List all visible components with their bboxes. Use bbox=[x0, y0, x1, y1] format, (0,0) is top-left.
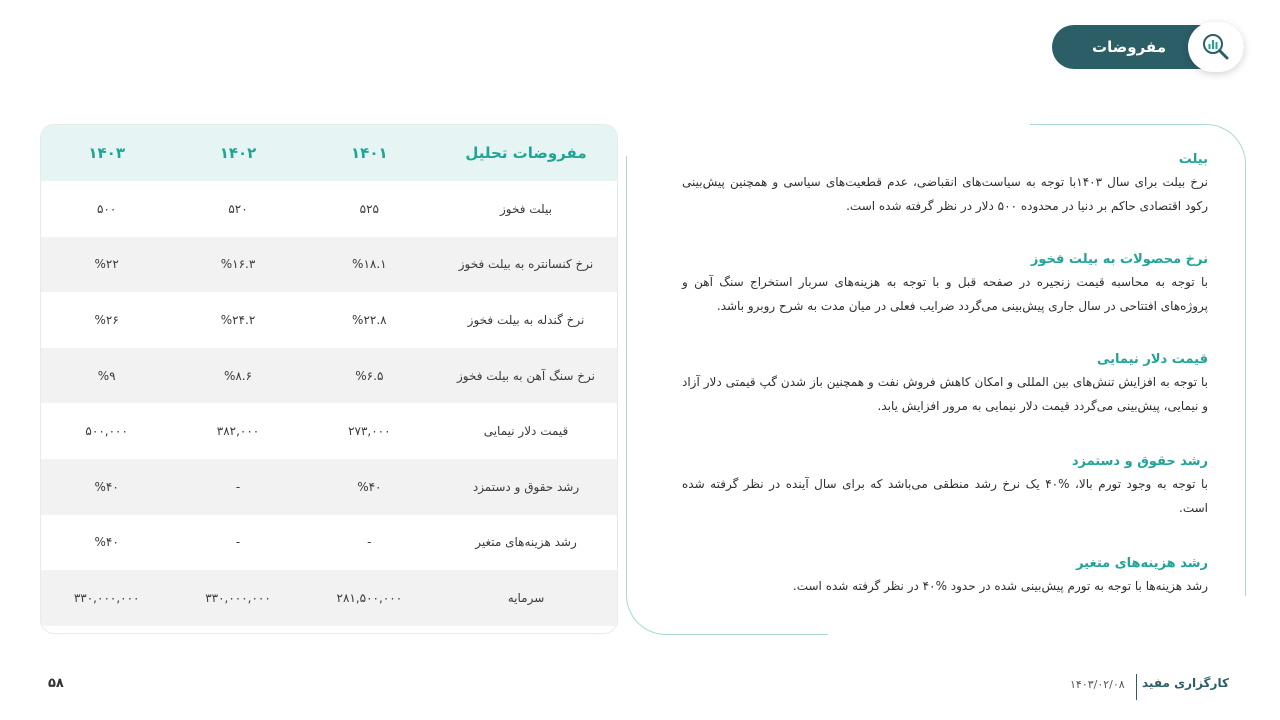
section-billet bbox=[682, 150, 1208, 218]
table-cell: %۲۶ bbox=[94, 312, 119, 327]
footer-date: ۱۴۰۳/۰۲/۰۸ bbox=[1070, 678, 1125, 691]
frame-top-right bbox=[1206, 124, 1246, 596]
table-row bbox=[41, 570, 617, 626]
table-header-cell: مفروضات تحلیل bbox=[465, 144, 587, 162]
table-row bbox=[41, 292, 617, 348]
section-title: نرخ محصولات به بیلت فخوز bbox=[1030, 252, 1208, 267]
table-cell: %۴۰ bbox=[94, 479, 119, 494]
table-cell: نرخ گندله به بیلت فخوز bbox=[467, 312, 585, 327]
table-cell: نرخ کنسانتره به بیلت فخوز bbox=[458, 257, 594, 272]
table-cell: ۵۲۵ bbox=[359, 201, 379, 216]
table-row bbox=[41, 403, 617, 459]
assumptions-table-card bbox=[40, 124, 618, 634]
frame-top-line bbox=[1030, 124, 1208, 125]
table-cell: %۱۶.۳ bbox=[220, 257, 256, 272]
section-variable-costs bbox=[682, 554, 1208, 598]
table-cell: - bbox=[367, 535, 372, 550]
footer-brand: کارگزاری مفید bbox=[1142, 676, 1229, 690]
table-cell: ۵۰۰ bbox=[97, 201, 117, 216]
section-body: با توجه به محاسبه قیمت زنجیره در صفحه قبل و با توجه به هزینه‌های سربار استخراج سنگ آهن و پروژه‌های افتتاحی در سال جاری پیش‌بینی می‌گردد ضرایب فعلی در میان مدت به شرح روبرو باشد. bbox=[682, 275, 1208, 313]
table-cell: %۲۲ bbox=[94, 257, 119, 272]
section-product-ratios bbox=[682, 250, 1208, 318]
header-icon-badge bbox=[1188, 22, 1244, 72]
table-cell: رشد حقوق و دستمزد bbox=[472, 479, 580, 494]
section-body: با توجه به افزایش تنش‌های بین المللی و امکان کاهش فروش نفت و همچنین باز شدن گپ قیمتی دلار آزاد و نیمایی، پیش‌بینی می‌گردد قیمت دلار نیمایی به مرور افزایش یابد. bbox=[682, 375, 1208, 413]
table-cell: %۲۲.۸ bbox=[352, 312, 387, 327]
table-cell: %۸.۶ bbox=[223, 368, 253, 383]
table-cell: سرمایه bbox=[507, 590, 545, 605]
table-cell: ۳۸۲,۰۰۰ bbox=[216, 424, 260, 439]
table-header-cell: ۱۴۰۳ bbox=[88, 144, 125, 162]
table-cell: %۴۰ bbox=[94, 535, 119, 550]
table-cell: نرخ سنگ آهن به بیلت فخوز bbox=[457, 368, 595, 383]
section-title: رشد حقوق و دستمزد bbox=[1071, 454, 1208, 469]
table-row bbox=[41, 181, 617, 237]
table-cell: - bbox=[235, 535, 241, 550]
table-cell: %۶.۵ bbox=[355, 368, 384, 383]
table-header-cell: ۱۴۰۲ bbox=[219, 144, 257, 162]
section-title: بیلت bbox=[1178, 152, 1208, 167]
section-nima-dollar bbox=[682, 350, 1208, 418]
section-title: قیمت دلار نیمایی bbox=[1096, 352, 1208, 367]
section-body: رشد هزینه‌ها با توجه به تورم پیش‌بینی شده در حدود %۴۰ در نظر گرفته شده است. bbox=[792, 579, 1208, 593]
page-title: مفروضات bbox=[1092, 38, 1166, 56]
table-cell: ۲۷۳,۰۰۰ bbox=[348, 424, 391, 439]
section-title: رشد هزینه‌های متغیر bbox=[1076, 556, 1208, 571]
table-cell: بیلت فخوز bbox=[499, 201, 552, 216]
table-cell: ۳۳۰,۰۰۰,۰۰۰ bbox=[205, 590, 271, 605]
table-header-cell: ۱۴۰۱ bbox=[351, 144, 388, 162]
frame-left-line bbox=[626, 156, 627, 576]
table-cell: ۲۸۱,۵۰۰,۰۰۰ bbox=[336, 590, 403, 605]
table-row bbox=[41, 515, 617, 571]
section-body: با توجه به وجود تورم بالا، %۴۰ یک نرخ رشد منطقی می‌باشد که برای سال آینده در نظر گرفته شده است. bbox=[682, 477, 1209, 515]
table-cell: ۵۰۰,۰۰۰ bbox=[85, 424, 128, 439]
table-cell: %۹ bbox=[97, 368, 116, 383]
assumptions-table bbox=[41, 125, 617, 626]
table-cell: رشد هزینه‌های متغیر bbox=[475, 535, 577, 550]
table-cell: - bbox=[235, 479, 241, 494]
page-number: ۵۸ bbox=[48, 676, 64, 691]
section-wage-growth bbox=[682, 452, 1208, 520]
table-cell: %۲۴.۲ bbox=[220, 312, 256, 327]
table-cell: ۳۳۰,۰۰۰,۰۰۰ bbox=[73, 590, 140, 605]
table-cell: قیمت دلار نیمایی bbox=[483, 424, 569, 439]
table-row bbox=[41, 459, 617, 515]
table-header-row bbox=[41, 125, 617, 181]
table-row bbox=[41, 348, 617, 404]
footer-divider bbox=[1136, 674, 1137, 700]
magnifier-chart-icon bbox=[1200, 31, 1232, 63]
table-row bbox=[41, 237, 617, 293]
section-body: نرخ بیلت برای سال ۱۴۰۳با توجه به سیاست‌های انقباضی، عدم قطعیت‌های سیاسی و همچنین پیش‌بینی رکود اقتصادی حاکم بر دنیا در محدوده ۵۰۰ دلار در نظر گرفته شده است. bbox=[682, 175, 1208, 213]
table-cell: ۵۲۰ bbox=[228, 201, 248, 216]
table-cell: %۴۰ bbox=[357, 479, 382, 494]
table-cell: %۱۸.۱ bbox=[352, 257, 387, 272]
